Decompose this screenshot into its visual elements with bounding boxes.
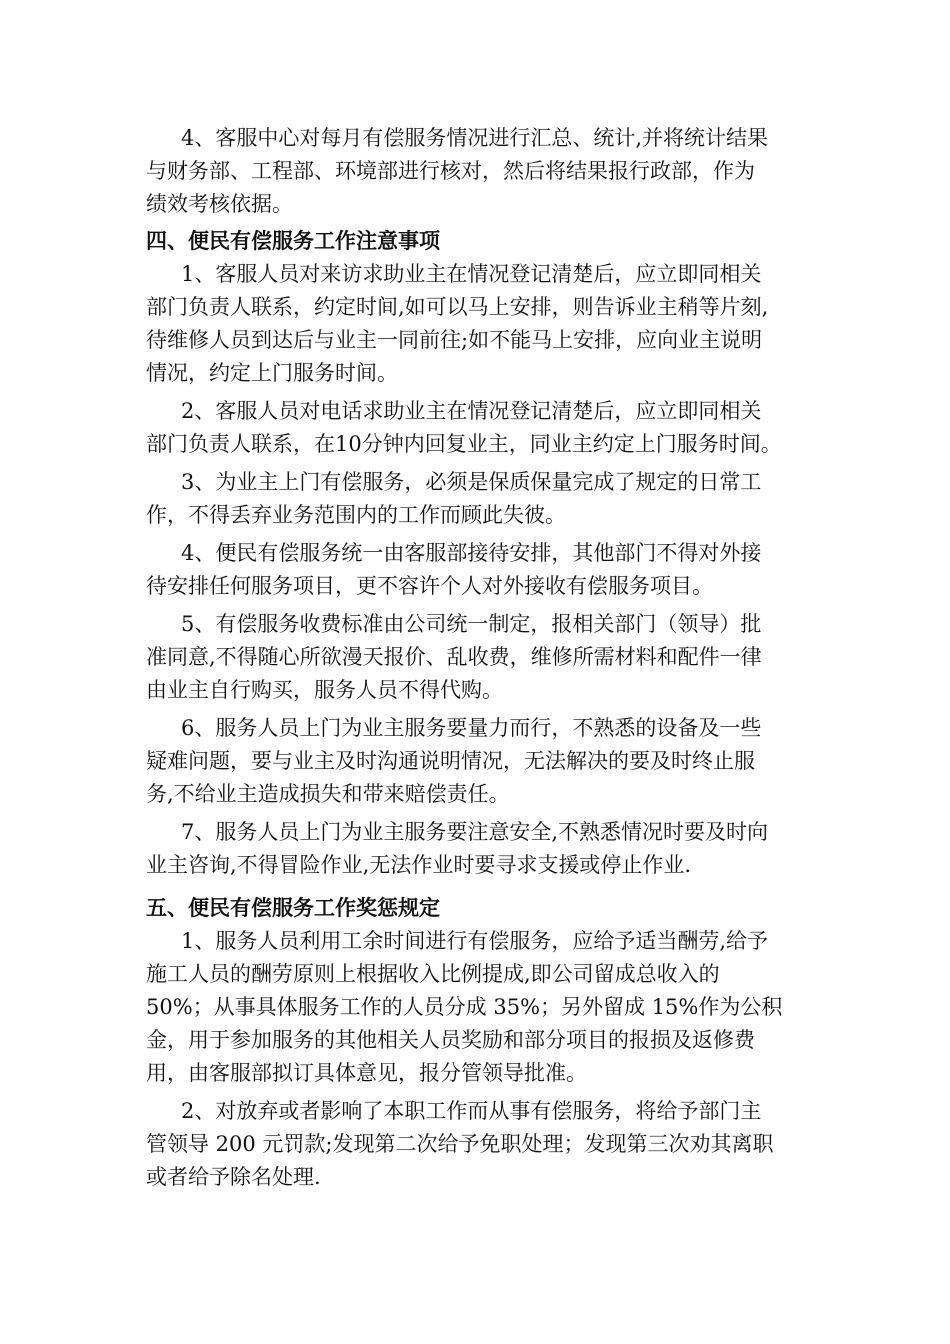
paragraph-line: 1、客服人员对来访求助业主在情况登记清楚后，应立即同相关 xyxy=(181,262,762,286)
paragraph-line: 2、对放弃或者影响了本职工作而从事有偿服务，将给予部门主 xyxy=(181,1099,762,1123)
paragraph-line: 务,不给业主造成损失和带来赔偿责任。 xyxy=(146,782,510,806)
paragraph-notice-1 xyxy=(146,258,810,390)
paragraph-notice-5 xyxy=(146,608,810,707)
paragraph-line: 5、有偿服务收费标准由公司统一制定，报相关部门（领导）批 xyxy=(181,612,762,636)
paragraph-line: 由业主自行购买，服务人员不得代购。 xyxy=(146,678,503,702)
paragraph-notice-6 xyxy=(146,712,810,811)
paragraph-notice-4 xyxy=(146,537,810,603)
paragraph-line: 业主咨询,不得冒险作业,无法作业时要寻求支援或停止作业. xyxy=(146,853,692,877)
paragraph-line: 待安排任何服务项目，更不容许个人对外接收有偿服务项目。 xyxy=(146,574,713,598)
paragraph-line: 6、服务人员上门为业主服务要量力而行，不熟悉的设备及一些 xyxy=(181,716,762,740)
paragraph-line: 待维修人员到达后与业主一同前往;如不能马上安排，应向业主说明 xyxy=(146,328,763,352)
paragraph-line: 管领导 200 元罚款;发现第二次给予免职处理；发现第三次劝其离职 xyxy=(146,1132,774,1156)
paragraph-line: 或者给予除名处理. xyxy=(146,1165,321,1189)
paragraph-line: 50%；从事具体服务工作的人员分成 35%；另外留成 15%作为公积 xyxy=(146,995,783,1019)
paragraph-line: 作，不得丢弃业务范围内的工作而顾此失彼。 xyxy=(146,503,566,527)
section-heading-4: 四、便民有偿服务工作注意事项 xyxy=(146,229,440,253)
paragraph-reward-1 xyxy=(146,925,810,1090)
paragraph-line: 与财务部、工程部、环境部进行核对，然后将结果报行政部，作为 xyxy=(146,159,755,183)
paragraph-line: 3、为业主上门有偿服务，必须是保质保量完成了规定的日常工 xyxy=(181,470,762,494)
paragraph-notice-2 xyxy=(146,395,810,461)
paragraph-line: 金，用于参加服务的其他相关人员奖励和部分项目的报损及返修费 xyxy=(146,1028,755,1052)
paragraph-line: 用，由客服部拟订具体意见，报分管领导批准。 xyxy=(146,1061,587,1085)
paragraph-notice-7 xyxy=(146,816,810,882)
paragraph-line: 部门负责人联系，约定时间,如可以马上安排，则告诉业主稍等片刻, xyxy=(146,295,769,319)
paragraph-line: 2、客服人员对电话求助业主在情况登记清楚后，应立即同相关 xyxy=(181,399,762,423)
paragraph-line: 4、客服中心对每月有偿服务情况进行汇总、统计,并将统计结果 xyxy=(181,126,769,150)
paragraph-line: 4、便民有偿服务统一由客服部接待安排，其他部门不得对外接 xyxy=(181,541,762,565)
paragraph-line: 1、服务人员利用工余时间进行有偿服务，应给予适当酬劳,给予 xyxy=(181,929,769,953)
paragraph-line: 准同意,不得随心所欲漫天报价、乱收费，维修所需材料和配件一律 xyxy=(146,645,762,669)
section-heading-5: 五、便民有偿服务工作奖惩规定 xyxy=(146,896,440,920)
paragraph-notice-3 xyxy=(146,466,810,532)
paragraph-item-4-performance-review xyxy=(146,122,810,221)
paragraph-reward-2 xyxy=(146,1095,810,1194)
paragraph-line: 情况，约定上门服务时间。 xyxy=(146,361,398,385)
paragraph-line: 施工人员的酬劳原则上根据收入比例提成,即公司留成总收入的 xyxy=(146,962,720,986)
paragraph-line: 疑难问题，要与业主及时沟通说明情况，无法解决的要及时终止服 xyxy=(146,749,755,773)
paragraph-line: 7、服务人员上门为业主服务要注意安全,不熟悉情况时要及时向 xyxy=(181,820,769,844)
paragraph-line: 绩效考核依据。 xyxy=(146,192,293,216)
document-body xyxy=(146,122,810,1194)
paragraph-line: 部门负责人联系，在10分钟内回复业主，同业主约定上门服务时间。 xyxy=(146,432,782,456)
